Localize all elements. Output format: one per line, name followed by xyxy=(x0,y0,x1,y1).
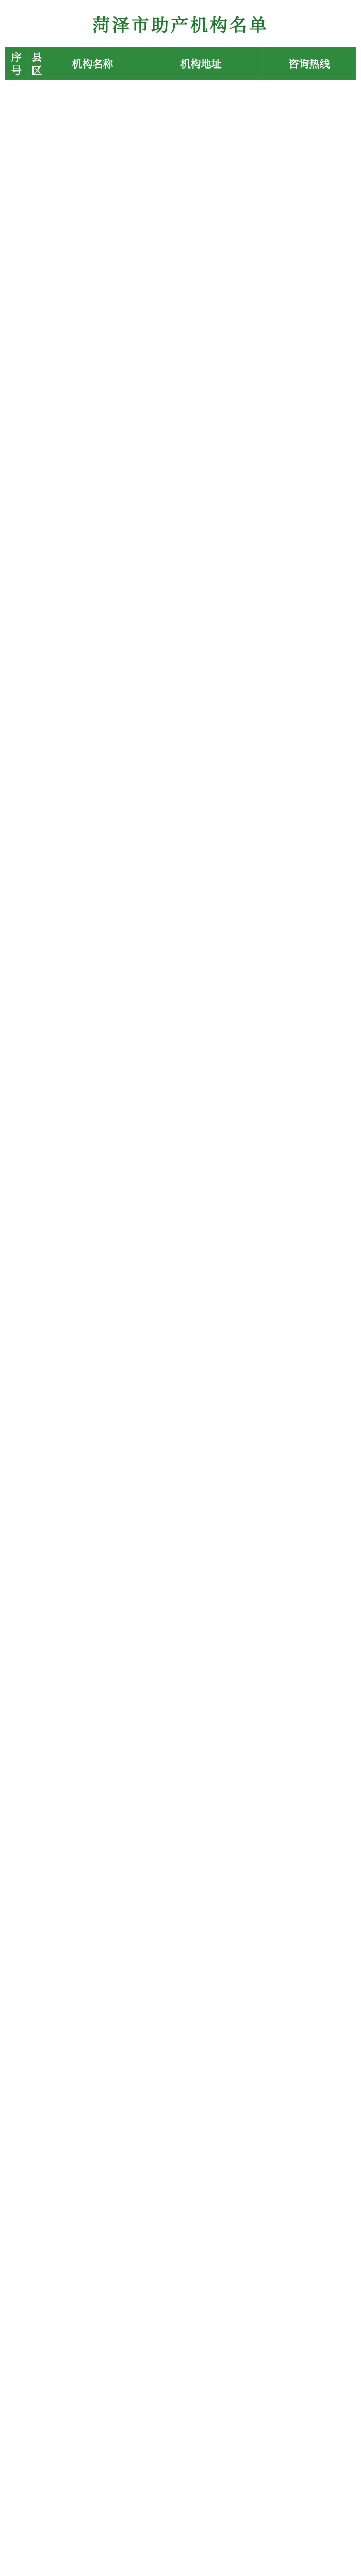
header-county: 县区 xyxy=(27,48,46,80)
facility-table xyxy=(5,47,356,80)
header-phone: 咨询热线 xyxy=(263,48,356,80)
header-index: 序号 xyxy=(5,48,27,80)
table-header-row xyxy=(5,48,356,80)
header-address: 机构地址 xyxy=(139,48,262,80)
page-title: 菏泽市助产机构名单 xyxy=(92,15,269,36)
header-name: 机构名称 xyxy=(46,48,139,80)
